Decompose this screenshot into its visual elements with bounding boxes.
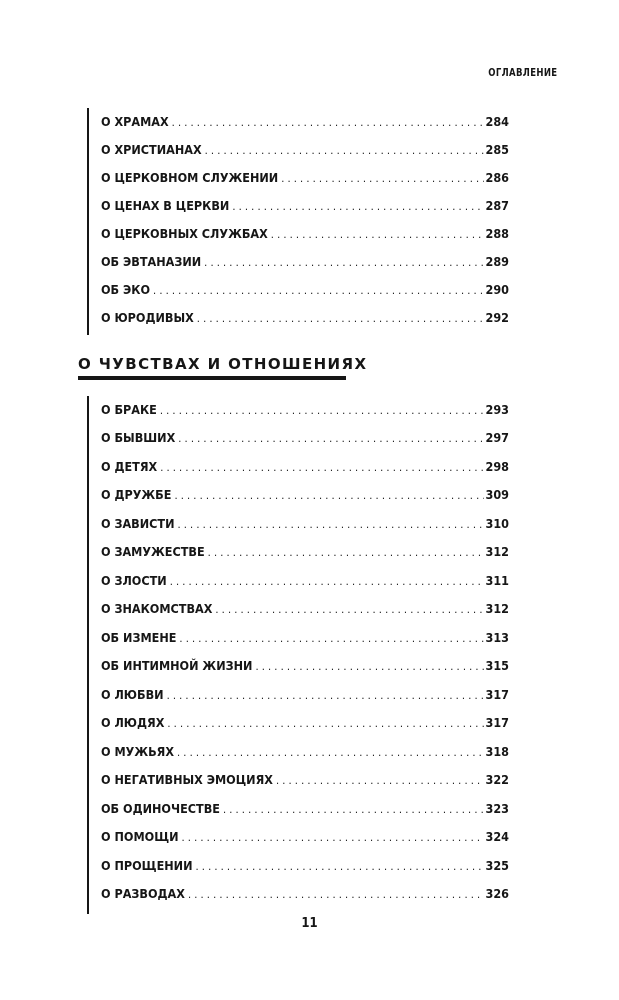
- entry-page-number: 285: [485, 142, 509, 157]
- dot-leader: [215, 600, 483, 620]
- dot-leader: [196, 857, 484, 877]
- dot-leader: [160, 458, 483, 478]
- entry-page-number: 322: [485, 772, 509, 787]
- entry-page-number: 315: [485, 658, 509, 673]
- entry-title: О ЦЕРКОВНОМ СЛУЖЕНИИ: [101, 170, 279, 185]
- entry-title: О БЫВШИХ: [101, 430, 176, 445]
- dot-leader: [281, 169, 483, 189]
- page-number: 11: [301, 916, 318, 931]
- entry-page-number: 312: [485, 601, 509, 616]
- dot-leader: [167, 714, 483, 734]
- dot-leader: [178, 429, 483, 449]
- entry-title: О ЗАМУЖЕСТВЕ: [101, 544, 205, 559]
- entry-page-number: 313: [485, 630, 509, 645]
- entry-page-number: 298: [485, 459, 509, 474]
- toc-entry[interactable]: [101, 799, 509, 819]
- toc-entry[interactable]: [101, 140, 509, 160]
- entry-page-number: 309: [485, 487, 509, 502]
- toc-entry[interactable]: [101, 485, 509, 505]
- section-heading: О ЧУВСТВАХ И ОТНОШЕНИЯХ: [78, 355, 368, 373]
- toc-entry[interactable]: [101, 428, 509, 448]
- entry-page-number: 311: [485, 573, 509, 588]
- toc-entry[interactable]: [101, 770, 509, 790]
- dot-leader: [174, 486, 483, 506]
- toc-entry[interactable]: [101, 884, 509, 904]
- toc-entry[interactable]: [101, 280, 509, 300]
- section-heading-underline: [78, 376, 346, 380]
- entry-page-number: 297: [485, 430, 509, 445]
- entry-title: ОБ ЭВТАНАЗИИ: [101, 254, 202, 269]
- entry-title: О ЗАВИСТИ: [101, 516, 175, 531]
- entry-title: О ДРУЖБЕ: [101, 487, 172, 502]
- toc-entry[interactable]: [101, 457, 509, 477]
- entry-page-number: 289: [485, 254, 509, 269]
- entry-title: О ХРАМАХ: [101, 114, 169, 129]
- entry-title: ОБ ЭКО: [101, 282, 151, 297]
- entry-page-number: 324: [485, 829, 509, 844]
- entry-title: О МУЖЬЯХ: [101, 744, 175, 759]
- entry-page-number: 317: [485, 715, 509, 730]
- entry-page-number: 290: [485, 282, 509, 297]
- entry-page-number: 325: [485, 858, 509, 873]
- entry-title: О ЛЮДЯХ: [101, 715, 165, 730]
- entry-page-number: 284: [485, 114, 509, 129]
- toc-entry[interactable]: [101, 400, 509, 420]
- entry-title: О ДЕТЯХ: [101, 459, 158, 474]
- dot-leader: [160, 401, 484, 421]
- entry-title: ОБ ИНТИМНОЙ ЖИЗНИ: [101, 658, 253, 673]
- entry-page-number: 292: [485, 310, 509, 325]
- dot-leader: [177, 743, 484, 763]
- dot-leader: [170, 572, 484, 592]
- dot-leader: [255, 657, 483, 677]
- entry-title: О ХРИСТИАНАХ: [101, 142, 202, 157]
- dot-leader: [179, 629, 483, 649]
- dot-leader: [204, 253, 483, 273]
- toc-entry[interactable]: [101, 571, 509, 591]
- entry-page-number: 287: [485, 198, 509, 213]
- entry-title: О ЗЛОСТИ: [101, 573, 167, 588]
- dot-leader: [167, 686, 484, 706]
- toc-entry[interactable]: [101, 599, 509, 619]
- entry-title: О ПОМОЩИ: [101, 829, 179, 844]
- entry-title: ОБ ОДИНОЧЕСТВЕ: [101, 801, 220, 816]
- toc-entry[interactable]: [101, 628, 509, 648]
- toc-entry[interactable]: [101, 196, 509, 216]
- entry-page-number: 326: [485, 886, 509, 901]
- entry-page-number: 323: [485, 801, 509, 816]
- dot-leader: [182, 828, 484, 848]
- entry-page-number: 312: [485, 544, 509, 559]
- dot-leader: [197, 309, 484, 329]
- entry-title: О РАЗВОДАХ: [101, 886, 185, 901]
- entry-page-number: 310: [485, 516, 509, 531]
- dot-leader: [188, 885, 484, 905]
- entry-title: ОБ ИЗМЕНЕ: [101, 630, 177, 645]
- entry-title: О ЛЮБВИ: [101, 687, 164, 702]
- running-head: ОГЛАВЛЕНИЕ: [487, 66, 557, 79]
- toc-entry[interactable]: [101, 685, 509, 705]
- entry-title: О ЗНАКОМСТВАХ: [101, 601, 213, 616]
- toc-entry[interactable]: [101, 542, 509, 562]
- dot-leader: [232, 197, 483, 217]
- entry-page-number: 317: [485, 687, 509, 702]
- entry-title: О БРАКЕ: [101, 402, 157, 417]
- dot-leader: [208, 543, 484, 563]
- entry-page-number: 288: [485, 226, 509, 241]
- toc-group-1: [87, 108, 509, 335]
- dot-leader: [276, 771, 484, 791]
- toc-entry[interactable]: [101, 224, 509, 244]
- entry-title: О ПРОЩЕНИИ: [101, 858, 193, 873]
- toc-entry[interactable]: [101, 514, 509, 534]
- toc-entry[interactable]: [101, 308, 509, 328]
- entry-title: О ЮРОДИВЫХ: [101, 310, 194, 325]
- toc-entry[interactable]: [101, 742, 509, 762]
- toc-entry[interactable]: [101, 856, 509, 876]
- toc-entry[interactable]: [101, 713, 509, 733]
- dot-leader: [271, 225, 484, 245]
- dot-leader: [153, 281, 483, 301]
- entry-title: О ЦЕНАХ В ЦЕРКВИ: [101, 198, 230, 213]
- entry-title: О ЦЕРКОВНЫХ СЛУЖБАХ: [101, 226, 268, 241]
- toc-entry[interactable]: [101, 827, 509, 847]
- toc-entry[interactable]: [101, 112, 509, 132]
- dot-leader: [177, 515, 483, 535]
- toc-group-2: [87, 396, 509, 914]
- dot-leader: [223, 800, 484, 820]
- entry-title: О НЕГАТИВНЫХ ЭМОЦИЯХ: [101, 772, 273, 787]
- entry-page-number: 293: [485, 402, 509, 417]
- dot-leader: [205, 141, 484, 161]
- dot-leader: [172, 113, 484, 133]
- toc-entry[interactable]: [101, 168, 509, 188]
- toc-entry[interactable]: [101, 656, 509, 676]
- entry-page-number: 286: [485, 170, 509, 185]
- entry-page-number: 318: [485, 744, 509, 759]
- toc-entry[interactable]: [101, 252, 509, 272]
